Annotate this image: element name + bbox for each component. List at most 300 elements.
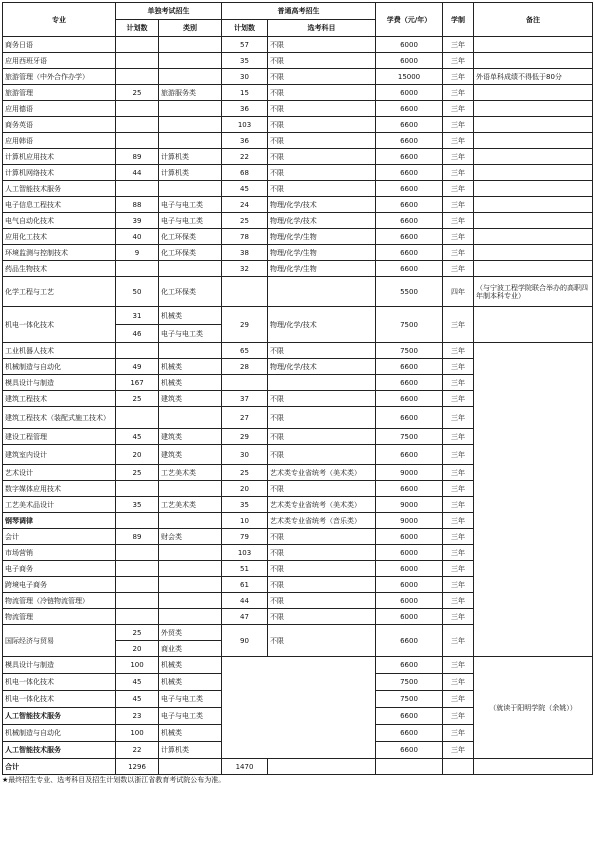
duration-cell: 三年 (443, 513, 474, 529)
sep-plan-cell: 20 (116, 445, 159, 465)
sep-type-cell (159, 117, 222, 133)
sep-plan-cell: 35 (116, 497, 159, 513)
sep-type-cell (159, 609, 222, 625)
header-sep-type: 类别 (159, 20, 222, 37)
gen-plan-cell: 10 (222, 513, 268, 529)
gen-subject-cell: 物理/化学/技术 (268, 213, 376, 229)
gen-plan-cell: 103 (222, 117, 268, 133)
gen-plan-cell: 78 (222, 229, 268, 245)
tuition-cell: 6600 (376, 149, 443, 165)
remark-cell: （与宁波工程学院联合举办的高职四年制本科专业） (474, 277, 593, 307)
duration-cell: 三年 (443, 445, 474, 465)
gen-subject-cell: 不限 (268, 625, 376, 657)
gen-plan-cell: 29 (222, 429, 268, 445)
duration-cell: 三年 (443, 359, 474, 375)
major-cell: 应用西班牙语 (3, 53, 116, 69)
major-cell: 模具设计与制造 (3, 375, 116, 391)
major-cell: 艺术设计 (3, 465, 116, 481)
header-separate: 单独考试招生 (116, 3, 222, 20)
tuition-cell: 6000 (376, 53, 443, 69)
table-body (3, 37, 593, 775)
major-cell: 机电一体化技术 (3, 691, 116, 708)
sep-type-cell (159, 577, 222, 593)
tuition-cell: 6000 (376, 577, 443, 593)
major-cell: 物流管理（冷链物流管理） (3, 593, 116, 609)
gen-plan-cell: 57 (222, 37, 268, 53)
duration-cell: 三年 (443, 593, 474, 609)
duration-cell: 三年 (443, 213, 474, 229)
gen-subject-cell: 不限 (268, 391, 376, 407)
tuition-cell: 6600 (376, 359, 443, 375)
tuition-cell: 6600 (376, 117, 443, 133)
sep-type-cell (159, 561, 222, 577)
table-row (3, 133, 593, 149)
duration-cell: 三年 (443, 577, 474, 593)
gen-subject-cell: 艺术类专业省统考（美术类） (268, 465, 376, 481)
sep-plan-cell (116, 37, 159, 53)
sep-plan-cell: 50 (116, 277, 159, 307)
sep-plan-cell: 39 (116, 213, 159, 229)
major-cell: 工业机器人技术 (3, 343, 116, 359)
tuition-cell: 6000 (376, 593, 443, 609)
gen-plan-cell: 44 (222, 593, 268, 609)
sep-plan-cell: 22 (116, 742, 159, 759)
duration-cell: 三年 (443, 149, 474, 165)
major-cell: 物流管理 (3, 609, 116, 625)
gen-plan-cell: 35 (222, 53, 268, 69)
gen-subject-cell: 不限 (268, 85, 376, 101)
tuition-cell: 6600 (376, 625, 443, 657)
table-row (3, 657, 593, 674)
major-cell: 机电一体化技术 (3, 307, 116, 343)
duration-cell: 三年 (443, 261, 474, 277)
sep-type-cell (159, 37, 222, 53)
major-cell: 建筑工程技术 (3, 391, 116, 407)
table-row (3, 343, 593, 359)
sep-plan-cell (116, 577, 159, 593)
sep-plan-cell: 100 (116, 657, 159, 674)
sep-type-cell: 工艺美术类 (159, 465, 222, 481)
header-sep-plan: 计划数 (116, 20, 159, 37)
gen-plan-cell: 38 (222, 245, 268, 261)
header-tuition: 学费（元/年） (376, 3, 443, 37)
sep-type-cell (159, 343, 222, 359)
tuition-cell: 6000 (376, 529, 443, 545)
table-row (3, 101, 593, 117)
tuition-cell: 7500 (376, 307, 443, 343)
duration-cell: 三年 (443, 545, 474, 561)
tuition-cell: 6600 (376, 133, 443, 149)
tuition-cell: 6600 (376, 725, 443, 742)
table-row (3, 245, 593, 261)
table-row (3, 53, 593, 69)
remark-cell (474, 37, 593, 53)
sep-plan-cell (116, 53, 159, 69)
sep-type-cell (159, 545, 222, 561)
total-sep-plan: 1296 (116, 759, 159, 775)
major-cell: 旅游管理（中外合作办学） (3, 69, 116, 85)
major-cell: 计算机网络技术 (3, 165, 116, 181)
duration-cell: 三年 (443, 133, 474, 149)
remark-cell (474, 165, 593, 181)
gen-plan-cell: 61 (222, 577, 268, 593)
gen-plan-cell: 65 (222, 343, 268, 359)
sep-plan-cell (116, 407, 159, 429)
sep-plan-cell: 44 (116, 165, 159, 181)
gen-plan-cell: 68 (222, 165, 268, 181)
gen-plan-cell: 29 (222, 307, 268, 343)
sep-plan-cell (116, 101, 159, 117)
remark-cell (474, 343, 593, 657)
gen-blank-cell (222, 657, 376, 759)
tuition-cell: 6600 (376, 708, 443, 725)
tuition-cell: 6600 (376, 245, 443, 261)
sep-plan-cell: 46 (116, 325, 159, 343)
duration-cell: 三年 (443, 708, 474, 725)
gen-subject-cell (268, 277, 376, 307)
major-cell: 钢琴调律 (3, 513, 116, 529)
tuition-cell: 6600 (376, 165, 443, 181)
duration-cell: 三年 (443, 343, 474, 359)
sep-type-cell: 建筑类 (159, 445, 222, 465)
sep-type-cell: 机械类 (159, 674, 222, 691)
tuition-cell: 6000 (376, 37, 443, 53)
duration-cell: 三年 (443, 53, 474, 69)
sep-plan-cell (116, 117, 159, 133)
sep-plan-cell (116, 609, 159, 625)
gen-plan-cell: 28 (222, 359, 268, 375)
header-duration: 学制 (443, 3, 474, 37)
tuition-cell: 7500 (376, 691, 443, 708)
table-row (3, 85, 593, 101)
tuition-cell: 9000 (376, 465, 443, 481)
sep-plan-cell (116, 343, 159, 359)
gen-plan-cell: 30 (222, 69, 268, 85)
header-gen-subject: 选考科目 (268, 20, 376, 37)
sep-plan-cell: 31 (116, 307, 159, 325)
gen-subject-cell: 不限 (268, 165, 376, 181)
table-cell (474, 759, 593, 775)
sep-type-cell: 机械类 (159, 307, 222, 325)
remark-cell (474, 181, 593, 197)
duration-cell: 三年 (443, 229, 474, 245)
duration-cell: 三年 (443, 181, 474, 197)
sep-plan-cell: 88 (116, 197, 159, 213)
gen-subject-cell: 艺术类专业省统考（美术类） (268, 497, 376, 513)
sep-plan-cell: 89 (116, 149, 159, 165)
major-cell: 人工智能技术服务 (3, 181, 116, 197)
major-cell: 工艺美术品设计 (3, 497, 116, 513)
gen-plan-cell: 36 (222, 101, 268, 117)
sep-type-cell: 化工环保类 (159, 245, 222, 261)
sep-type-cell (159, 261, 222, 277)
header-major: 专业 (3, 3, 116, 37)
gen-subject-cell: 不限 (268, 561, 376, 577)
duration-cell: 三年 (443, 69, 474, 85)
tuition-cell: 6600 (376, 261, 443, 277)
table-row (3, 759, 593, 775)
gen-plan-cell: 35 (222, 497, 268, 513)
duration-cell: 三年 (443, 657, 474, 674)
duration-cell: 三年 (443, 691, 474, 708)
gen-subject-cell: 物理/化学/技术 (268, 359, 376, 375)
gen-subject-cell: 不限 (268, 149, 376, 165)
major-cell: 数字媒体应用技术 (3, 481, 116, 497)
sep-type-cell: 电子与电工类 (159, 708, 222, 725)
remark-cell (474, 117, 593, 133)
major-cell: 应用德语 (3, 101, 116, 117)
sep-plan-cell (116, 513, 159, 529)
duration-cell: 三年 (443, 197, 474, 213)
major-cell: 人工智能技术服务 (3, 708, 116, 725)
sep-type-cell (159, 69, 222, 85)
gen-plan-cell: 25 (222, 465, 268, 481)
gen-plan-cell (222, 277, 268, 307)
tuition-cell: 6600 (376, 181, 443, 197)
sep-type-cell (159, 481, 222, 497)
sep-type-cell: 计算机类 (159, 149, 222, 165)
gen-subject-cell: 不限 (268, 593, 376, 609)
gen-subject-cell: 不限 (268, 69, 376, 85)
sep-plan-cell: 20 (116, 641, 159, 657)
gen-subject-cell: 不限 (268, 429, 376, 445)
tuition-cell: 6600 (376, 213, 443, 229)
sep-plan-cell: 89 (116, 529, 159, 545)
sep-type-cell: 外贸类 (159, 625, 222, 641)
sep-type-cell: 计算机类 (159, 742, 222, 759)
gen-plan-cell: 103 (222, 545, 268, 561)
gen-subject-cell (268, 375, 376, 391)
remark-cell (474, 307, 593, 343)
sep-plan-cell (116, 593, 159, 609)
gen-plan-cell: 30 (222, 445, 268, 465)
remark-cell (474, 229, 593, 245)
sep-type-cell: 商业类 (159, 641, 222, 657)
table-row (3, 197, 593, 213)
sep-type-cell: 电子与电工类 (159, 197, 222, 213)
duration-cell: 三年 (443, 725, 474, 742)
major-cell: 建筑工程技术（装配式施工技术） (3, 407, 116, 429)
sep-type-cell (159, 513, 222, 529)
sep-plan-cell (116, 545, 159, 561)
sep-type-cell: 机械类 (159, 725, 222, 742)
gen-subject-cell: 物理/化学/生物 (268, 261, 376, 277)
gen-plan-cell: 47 (222, 609, 268, 625)
major-cell: 跨境电子商务 (3, 577, 116, 593)
sep-plan-cell: 40 (116, 229, 159, 245)
table-cell (376, 759, 443, 775)
gen-subject-cell: 不限 (268, 37, 376, 53)
gen-subject-cell: 不限 (268, 181, 376, 197)
gen-subject-cell: 不限 (268, 577, 376, 593)
major-cell: 应用化工技术 (3, 229, 116, 245)
tuition-cell: 6600 (376, 445, 443, 465)
tuition-cell: 15000 (376, 69, 443, 85)
gen-plan-cell: 25 (222, 213, 268, 229)
tuition-cell: 6600 (376, 101, 443, 117)
major-cell: 应用韩语 (3, 133, 116, 149)
remark-cell (474, 133, 593, 149)
duration-cell: 三年 (443, 307, 474, 343)
gen-subject-cell: 物理/化学/生物 (268, 229, 376, 245)
sep-plan-cell: 45 (116, 674, 159, 691)
sep-type-cell: 建筑类 (159, 391, 222, 407)
remark-cell: 外语单科成绩不得低于80分 (474, 69, 593, 85)
major-cell: 商务英语 (3, 117, 116, 133)
sep-type-cell: 机械类 (159, 657, 222, 674)
duration-cell: 三年 (443, 609, 474, 625)
gen-plan-cell: 90 (222, 625, 268, 657)
sep-type-cell (159, 407, 222, 429)
tuition-cell: 6000 (376, 545, 443, 561)
remark-cell (474, 245, 593, 261)
gen-plan-cell: 24 (222, 197, 268, 213)
tuition-cell: 7500 (376, 429, 443, 445)
header-remark: 备注 (474, 3, 593, 37)
tuition-cell: 6000 (376, 85, 443, 101)
gen-subject-cell: 不限 (268, 481, 376, 497)
sep-plan-cell: 23 (116, 708, 159, 725)
sep-plan-cell: 25 (116, 465, 159, 481)
sep-plan-cell: 167 (116, 375, 159, 391)
major-cell: 电子商务 (3, 561, 116, 577)
gen-subject-cell: 物理/化学/技术 (268, 197, 376, 213)
sep-plan-cell: 49 (116, 359, 159, 375)
header-general: 普通高考招生 (222, 3, 376, 20)
duration-cell: 三年 (443, 429, 474, 445)
sep-plan-cell: 45 (116, 429, 159, 445)
remark-cell (474, 197, 593, 213)
major-cell: 化学工程与工艺 (3, 277, 116, 307)
major-cell: 电气自动化技术 (3, 213, 116, 229)
sep-type-cell (159, 53, 222, 69)
gen-subject-cell: 物理/化学/技术 (268, 307, 376, 343)
sep-plan-cell: 25 (116, 625, 159, 641)
sep-type-cell: 化工环保类 (159, 277, 222, 307)
gen-plan-cell: 51 (222, 561, 268, 577)
duration-cell: 三年 (443, 85, 474, 101)
major-cell: 机械制造与自动化 (3, 359, 116, 375)
duration-cell: 三年 (443, 561, 474, 577)
gen-plan-cell: 15 (222, 85, 268, 101)
table-row (3, 165, 593, 181)
table-row (3, 117, 593, 133)
duration-cell: 三年 (443, 742, 474, 759)
major-cell: 建筑室内设计 (3, 445, 116, 465)
table-row (3, 69, 593, 85)
duration-cell: 三年 (443, 481, 474, 497)
tuition-cell: 6600 (376, 229, 443, 245)
table-row (3, 37, 593, 53)
sep-type-cell (159, 181, 222, 197)
sep-plan-cell (116, 481, 159, 497)
sep-type-cell: 旅游服务类 (159, 85, 222, 101)
sep-type-cell: 机械类 (159, 359, 222, 375)
tuition-cell: 6600 (376, 391, 443, 407)
table-row (3, 307, 593, 325)
gen-plan-cell: 27 (222, 407, 268, 429)
table-cell (443, 759, 474, 775)
duration-cell: 三年 (443, 407, 474, 429)
total-label: 合计 (3, 759, 116, 775)
sep-type-cell: 电子与电工类 (159, 691, 222, 708)
major-cell: 机电一体化技术 (3, 674, 116, 691)
sep-plan-cell (116, 181, 159, 197)
remark-cell (474, 261, 593, 277)
sep-type-cell: 财会类 (159, 529, 222, 545)
sep-type-cell (159, 593, 222, 609)
major-cell: 模具设计与制造 (3, 657, 116, 674)
sep-type-cell (159, 101, 222, 117)
table-row (3, 277, 593, 307)
total-gen-plan: 1470 (222, 759, 268, 775)
gen-subject-cell: 不限 (268, 343, 376, 359)
gen-subject-cell: 不限 (268, 609, 376, 625)
gen-subject-cell: 不限 (268, 101, 376, 117)
gen-plan-cell: 37 (222, 391, 268, 407)
sep-type-cell: 计算机类 (159, 165, 222, 181)
enrollment-table (2, 2, 593, 775)
major-cell: 商务日语 (3, 37, 116, 53)
duration-cell: 三年 (443, 391, 474, 407)
table-cell (268, 759, 376, 775)
duration-cell: 四年 (443, 277, 474, 307)
remark-cell (474, 149, 593, 165)
duration-cell: 三年 (443, 165, 474, 181)
table-cell (159, 759, 222, 775)
duration-cell: 三年 (443, 497, 474, 513)
gen-subject-cell: 艺术类专业省统考（音乐类） (268, 513, 376, 529)
gen-plan-cell: 22 (222, 149, 268, 165)
sep-plan-cell (116, 69, 159, 85)
tuition-cell: 6600 (376, 657, 443, 674)
sep-plan-cell: 25 (116, 85, 159, 101)
gen-plan-cell: 20 (222, 481, 268, 497)
gen-plan-cell: 79 (222, 529, 268, 545)
tuition-cell: 6600 (376, 407, 443, 429)
gen-subject-cell: 不限 (268, 53, 376, 69)
sep-plan-cell (116, 133, 159, 149)
tuition-cell: 9000 (376, 513, 443, 529)
sep-plan-cell: 9 (116, 245, 159, 261)
remark-cell (474, 101, 593, 117)
major-cell: 电子信息工程技术 (3, 197, 116, 213)
sep-type-cell: 机械类 (159, 375, 222, 391)
gen-subject-cell: 不限 (268, 133, 376, 149)
footnote: ★最终招生专业、选考科目及招生计划数以浙江省教育考试院公布为准。 (2, 776, 226, 784)
major-cell: 计算机应用技术 (3, 149, 116, 165)
major-cell: 国际经济与贸易 (3, 625, 116, 657)
major-cell: 旅游管理 (3, 85, 116, 101)
tuition-cell: 6600 (376, 742, 443, 759)
sep-type-cell: 化工环保类 (159, 229, 222, 245)
gen-subject-cell: 不限 (268, 529, 376, 545)
tuition-cell: 7500 (376, 674, 443, 691)
major-cell: 环境监测与控制技术 (3, 245, 116, 261)
sep-plan-cell: 100 (116, 725, 159, 742)
gen-plan-cell: 36 (222, 133, 268, 149)
tuition-cell: 6600 (376, 481, 443, 497)
duration-cell: 三年 (443, 529, 474, 545)
sep-plan-cell: 25 (116, 391, 159, 407)
sep-type-cell: 电子与电工类 (159, 325, 222, 343)
duration-cell: 三年 (443, 245, 474, 261)
sep-plan-cell (116, 561, 159, 577)
tuition-cell: 9000 (376, 497, 443, 513)
remark-cell (474, 85, 593, 101)
table-row (3, 181, 593, 197)
duration-cell: 三年 (443, 674, 474, 691)
